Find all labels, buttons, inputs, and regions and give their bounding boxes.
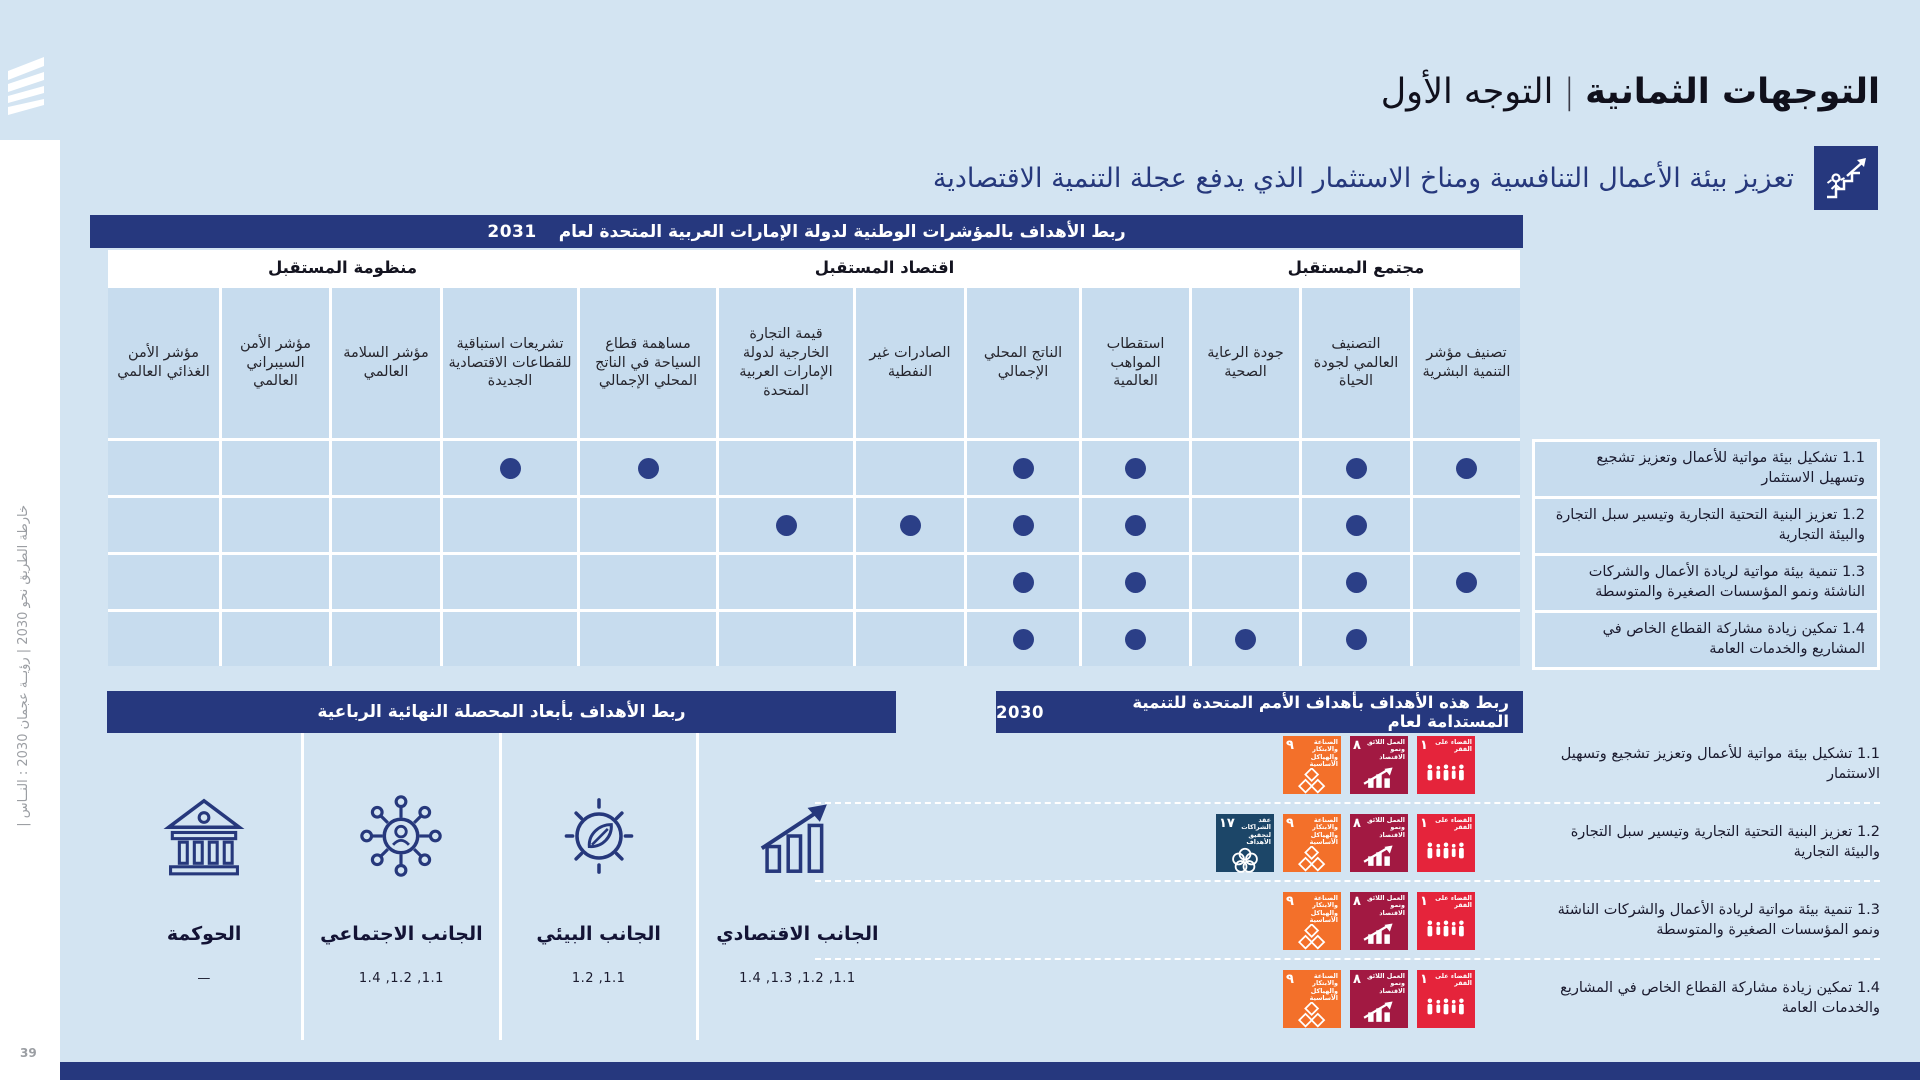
indicator-dot — [1013, 515, 1034, 536]
sdg-1-tile — [1417, 814, 1475, 872]
indicator-dot — [1235, 629, 1256, 650]
sdg-title: القضاء على الفقر — [1435, 738, 1472, 754]
sdg-tile-head — [1420, 973, 1472, 988]
indicator-dot — [1346, 629, 1367, 650]
column-header: الناتج المحلي الإجمالي — [967, 288, 1079, 438]
sdg-tile-head — [1353, 739, 1405, 761]
sdg-1-tile — [1417, 892, 1475, 950]
goal-row-label: 1.2 تعزيز البنية التحتية التجارية وتيسير سبل التجارة والبيئة التجارية — [1535, 499, 1877, 553]
sdg-1-tile — [1417, 736, 1475, 794]
indicator-dot — [1013, 458, 1034, 479]
matrix-cell — [1302, 555, 1410, 609]
sdg-tile-head — [1353, 895, 1405, 917]
sdg-number: ١٧ — [1219, 816, 1235, 831]
indicators-table-title: ربط الأهداف بالمؤشرات الوطنية لدولة الإمارات العربية المتحدة لعام — [558, 221, 1126, 242]
sdg-title: عقد الشراكات لتحقيق الأهداف — [1241, 816, 1271, 847]
sdg-tile-row — [1283, 969, 1475, 1029]
goal-row-label: 1.4 تمكين زيادة مشاركة القطاع الخاص في المشاريع والخدمات العامة — [1535, 613, 1877, 667]
matrix-cell — [443, 612, 577, 666]
column-header: الصادرات غير النفطية — [856, 288, 964, 438]
sdg-number: ١ — [1420, 816, 1428, 831]
matrix-cell — [108, 441, 219, 495]
sdg-row-label: 1.3 تنمية بيئة مواتية لريادة الأعمال والشركات الناشئة ونمو المؤسسات الصغيرة والمتوسطة — [1557, 902, 1880, 938]
family-icon — [1420, 910, 1472, 948]
sdg-title: العمل اللائق ونمو الاقتصاد — [1366, 816, 1405, 839]
indicator-dot — [776, 515, 797, 536]
outcome-card — [304, 733, 501, 1040]
indicator-dot — [1013, 572, 1034, 593]
dashed-separator — [815, 958, 1880, 960]
outcome-card-label: الحوكمة — [166, 923, 242, 945]
matrix-cell — [332, 498, 440, 552]
sdg-title: العمل اللائق ونمو الاقتصاد — [1366, 738, 1405, 761]
sdg-9-tile — [1283, 892, 1341, 950]
outcome-card-goals: 1.1, 1.2, 1.3, 1.4 — [739, 971, 856, 986]
direction-description: تعزيز بيئة الأعمال التنافسية ومناخ الاستثمار الذي يدفع عجلة التنمية الاقتصادية — [932, 162, 1794, 194]
matrix-cell — [967, 498, 1079, 552]
growth-icon — [1353, 995, 1405, 1026]
sdg-number: ٨ — [1353, 738, 1361, 753]
indicator-dot — [1125, 629, 1146, 650]
outcome-card-label: الجانب البيئي — [536, 923, 661, 945]
sdg-tile-head — [1286, 817, 1338, 846]
sdg-tile-row — [1283, 891, 1475, 951]
sdg-number: ٩ — [1286, 894, 1294, 909]
column-header: مؤشر الأمن الغذائي العالمي — [108, 288, 219, 438]
indicator-dot — [1125, 458, 1146, 479]
outcome-card — [699, 733, 896, 1040]
matrix-cell — [1413, 498, 1520, 552]
matrix-cell — [1192, 555, 1299, 609]
footer-bar — [60, 1062, 1920, 1080]
goal-row-label: 1.1 تشكيل بيئة مواتية للأعمال وتعزيز تشجيع وتسهيل الاستثمار — [1535, 442, 1877, 496]
matrix-cell — [332, 555, 440, 609]
sdg-9-tile — [1283, 814, 1341, 872]
family-icon — [1420, 988, 1472, 1026]
matrix-cell — [580, 612, 716, 666]
column-header: مساهمة قطاع السياحة في الناتج المحلي الإجمالي — [580, 288, 716, 438]
goal-row-labels — [1532, 439, 1880, 670]
matrix-cell — [1413, 441, 1520, 495]
sdg-title: العمل اللائق ونمو الاقتصاد — [1366, 894, 1405, 917]
cubes-icon — [1286, 768, 1338, 794]
outcome-card-goals: 1.1, 1.2 — [571, 971, 626, 986]
direction-subtitle-row — [933, 146, 1878, 210]
sdg-number: ٨ — [1353, 816, 1361, 831]
matrix-cell — [1302, 498, 1410, 552]
matrix-cell — [108, 612, 219, 666]
sdg-8-tile — [1350, 892, 1408, 950]
matrix-cell — [443, 498, 577, 552]
outcome-cards — [107, 733, 896, 1040]
matrix-cell — [580, 441, 716, 495]
matrix-cell — [332, 441, 440, 495]
sdg-number: ١ — [1420, 972, 1428, 987]
column-header: قيمة التجارة الخارجية لدولة الإمارات العربية المتحدة — [719, 288, 853, 438]
sdg-title: الصناعة والابتكار والهياكل الأساسية — [1309, 738, 1338, 769]
matrix-cell — [108, 555, 219, 609]
sdg-tile-head — [1286, 973, 1338, 1002]
sdg-number: ١ — [1420, 738, 1428, 753]
matrix-cell — [332, 612, 440, 666]
dashed-separator — [815, 802, 1880, 804]
sdg-number: ٨ — [1353, 972, 1361, 987]
outcome-section-header — [107, 691, 896, 733]
sdg-tile-head — [1353, 973, 1405, 995]
matrix-cell — [967, 612, 1079, 666]
matrix-cell — [967, 555, 1079, 609]
sdg-9-tile — [1283, 736, 1341, 794]
sdg-row-label: 1.2 تعزيز البنية التحتية التجارية وتيسير سبل التجارة والبيئة التجارية — [1570, 824, 1880, 860]
sdg-8-tile — [1350, 814, 1408, 872]
sdg-tile-head — [1353, 817, 1405, 839]
growth-icon — [1353, 761, 1405, 792]
matrix-cell — [108, 498, 219, 552]
sdg-title: العمل اللائق ونمو الاقتصاد — [1366, 972, 1405, 995]
group-header: مجتمع المستقبل — [1192, 250, 1520, 285]
sdg-title: القضاء على الفقر — [1435, 972, 1472, 988]
sdg-tile-head — [1420, 739, 1472, 754]
title-separator: | — [1563, 72, 1576, 112]
sdg-section-title: ربط هذه الأهداف بأهداف الأمم المتحدة للتنمية المستدامة لعام — [1132, 693, 1509, 731]
outcome-card — [107, 733, 304, 1040]
sdg-9-tile — [1283, 970, 1341, 1028]
sdg-title: القضاء على الفقر — [1435, 816, 1472, 832]
matrix-cell — [967, 441, 1079, 495]
matrix-cell — [1413, 555, 1520, 609]
matrix-cell — [719, 555, 853, 609]
sdg-title: القضاء على الفقر — [1435, 894, 1472, 910]
matrix-cell — [1192, 612, 1299, 666]
matrix-cell — [222, 612, 329, 666]
sidebar-vertical-text: خارطة الطريق نحو 2030 | رؤيــة عجمان 2030 : النــاس | — [16, 505, 31, 827]
page-number: 39 — [20, 1046, 37, 1060]
matrix-cell — [856, 498, 964, 552]
column-header: التصنيف العالمي لجودة الحياة — [1302, 288, 1410, 438]
sdg-1-tile — [1417, 970, 1475, 1028]
outcome-card-goals: — — [197, 971, 211, 986]
matrix-cell — [222, 441, 329, 495]
sdg-tile-row — [1283, 735, 1475, 795]
matrix-cell — [1082, 498, 1189, 552]
sdg-tile-head — [1420, 895, 1472, 910]
outcome-card-label: الجانب الاقتصادي — [716, 923, 879, 945]
family-icon — [1420, 754, 1472, 792]
growth-icon — [1353, 839, 1405, 870]
matrix-cell — [856, 441, 964, 495]
sdg-tile-head — [1286, 895, 1338, 924]
indicator-dot — [1013, 629, 1034, 650]
indicators-table-year: 2031 — [487, 221, 537, 242]
rings-icon — [1219, 846, 1271, 876]
indicators-matrix — [108, 250, 1520, 666]
sdg-tile-head — [1286, 739, 1338, 768]
matrix-cell — [1413, 612, 1520, 666]
sdg-section-header — [996, 691, 1523, 733]
cubes-icon — [1286, 1002, 1338, 1028]
dashed-separator — [815, 880, 1880, 882]
sdg-section-year: 2030 — [996, 702, 1044, 722]
indicator-dot — [1346, 458, 1367, 479]
sdg-title: الصناعة والابتكار والهياكل الأساسية — [1309, 894, 1338, 925]
matrix-cell — [1192, 441, 1299, 495]
column-header: مؤشر السلامة العالمي — [332, 288, 440, 438]
matrix-cell — [1082, 555, 1189, 609]
indicator-dot — [1456, 458, 1477, 479]
column-header: جودة الرعاية الصحية — [1192, 288, 1299, 438]
sdg-17-tile — [1216, 814, 1274, 872]
outcome-card-goals: 1.1, 1.2, 1.4 — [358, 971, 444, 986]
column-header: تشريعات استباقية للقطاعات الاقتصادية الجديدة — [443, 288, 577, 438]
sdg-title: الصناعة والابتكار والهياكل الأساسية — [1309, 816, 1338, 847]
matrix-cell — [580, 555, 716, 609]
sdg-tile-head — [1219, 817, 1271, 846]
indicator-dot — [500, 458, 521, 479]
group-header: اقتصاد المستقبل — [580, 250, 1189, 285]
matrix-cell — [856, 555, 964, 609]
direction-icon — [1814, 146, 1878, 210]
matrix-cell — [443, 441, 577, 495]
growth-icon — [1353, 917, 1405, 948]
outcome-card — [502, 733, 699, 1040]
sdg-row-label: 1.1 تشكيل بيئة مواتية للأعمال وتعزيز تشجيع وتسهيل الاستثمار — [1560, 746, 1880, 782]
matrix-cell — [1082, 441, 1189, 495]
matrix-cell — [222, 555, 329, 609]
family-icon — [1420, 832, 1472, 870]
sdg-number: ١ — [1420, 894, 1428, 909]
cubes-icon — [1286, 846, 1338, 872]
indicator-dot — [1125, 515, 1146, 536]
sdg-row-label: 1.4 تمكين زيادة مشاركة القطاع الخاص في المشاريع والخدمات العامة — [1560, 980, 1880, 1016]
sdg-number: ٩ — [1286, 972, 1294, 987]
governance-icon — [160, 789, 248, 883]
matrix-cell — [1302, 441, 1410, 495]
sdg-tile-row — [1216, 813, 1475, 873]
column-header: استقطاب المواهب العالمية — [1082, 288, 1189, 438]
matrix-cell — [719, 612, 853, 666]
column-header: تصنيف مؤشر التنمية البشرية — [1413, 288, 1520, 438]
sdg-8-tile — [1350, 970, 1408, 1028]
sdg-number: ٨ — [1353, 894, 1361, 909]
column-header: مؤشر الأمن السيبراني العالمي — [222, 288, 329, 438]
sdg-title: الصناعة والابتكار والهياكل الأساسية — [1309, 972, 1338, 1003]
sdg-tile-head — [1420, 817, 1472, 832]
sdg-8-tile — [1350, 736, 1408, 794]
matrix-cell — [443, 555, 577, 609]
page-title-regular: التوجه الأول — [1380, 72, 1554, 112]
page-title — [1381, 72, 1880, 112]
page-title-bold: التوجهات الثمانية — [1585, 72, 1880, 112]
indicator-dot — [638, 458, 659, 479]
indicator-dot — [1346, 572, 1367, 593]
indicator-dot — [1125, 572, 1146, 593]
goal-row-label: 1.3 تنمية بيئة مواتية لريادة الأعمال والشركات الناشئة ونمو المؤسسات الصغيرة والمتوسطة — [1535, 556, 1877, 610]
indicators-table-header — [90, 215, 1523, 248]
sdg-number: ٩ — [1286, 816, 1294, 831]
social-icon — [357, 789, 445, 883]
sdg-number: ٩ — [1286, 738, 1294, 753]
indicator-dot — [1346, 515, 1367, 536]
matrix-cell — [1192, 498, 1299, 552]
group-header: منظومة المستقبل — [108, 250, 577, 285]
matrix-cell — [856, 612, 964, 666]
matrix-cell — [719, 441, 853, 495]
outcome-card-label: الجانب الاجتماعي — [320, 923, 483, 945]
indicator-dot — [900, 515, 921, 536]
matrix-cell — [719, 498, 853, 552]
environment-icon — [555, 789, 643, 883]
matrix-cell — [580, 498, 716, 552]
matrix-cell — [1082, 612, 1189, 666]
matrix-cell — [222, 498, 329, 552]
outcome-section-title: ربط الأهداف بأبعاد المحصلة النهائية الرباعية — [317, 702, 686, 722]
ajman-logo-icon — [6, 55, 46, 121]
indicator-dot — [1456, 572, 1477, 593]
matrix-cell — [1302, 612, 1410, 666]
cubes-icon — [1286, 924, 1338, 950]
